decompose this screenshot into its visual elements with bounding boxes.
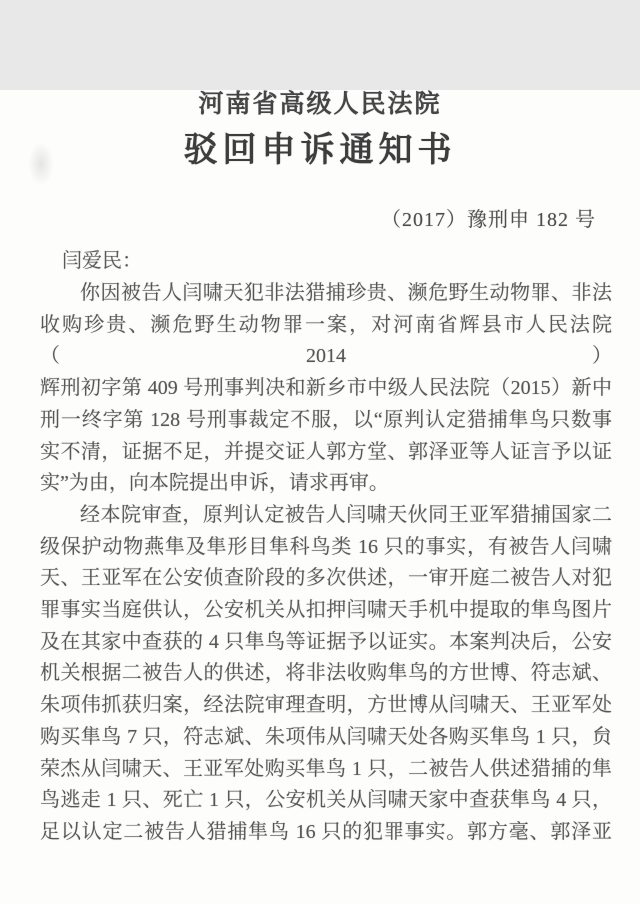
text-line: 鸟逃走 1 只、死亡 1 只，公安机关从闫啸天家中查获隼鸟 4 只， <box>40 789 612 812</box>
document-page <box>0 90 640 904</box>
text-line: 实不清，证据不足，并提交证人郭方堂、郭泽亚等人证言予以证 <box>40 440 612 463</box>
text-line: 你因被告人闫啸天犯非法猎捕珍贵、濒危野生动物罪、非法 <box>80 282 612 304</box>
text-line: 收购珍贵、濒危野生动物罪一案，对河南省辉县市人民法院（2014） <box>40 313 612 368</box>
body-paragraph <box>40 500 612 849</box>
document-title: 驳回申诉通知书 <box>183 132 457 169</box>
text-line: 机关根据二被告人的供述，将非法收购隼鸟的方世博、符志斌、 <box>40 662 612 685</box>
text-line: 罪事实当庭供认，公安机关从扣押闫啸天手机中提取的隼鸟图片 <box>40 599 612 622</box>
text-line: 朱项伟抓获归案，经法院审理查明，方世博从闫啸天、王亚军处 <box>40 694 612 717</box>
text-line: 荣杰从闫啸天、王亚军处购买隼鸟 1 只，二被告人供述猎捕的隼 <box>40 757 612 780</box>
text-line: 及在其家中查获的 4 只隼鸟等证据予以证实。本案判决后，公安 <box>40 630 612 653</box>
text-line: 经本院审查，原判认定被告人闫啸天伙同王亚军猎捕国家二 <box>80 503 612 526</box>
text-line: 辉刑初字第 409 号刑事判决和新乡市中级人民法院（2015）新中 <box>40 377 612 400</box>
addressee-salutation: 闫爱民： <box>62 250 142 272</box>
case-number: （2017）豫刑申 182 号 <box>381 209 596 231</box>
text-line: 足以认定二被告人猎捕隼鸟 16 只的犯罪事实。郭方毫、郭泽亚 <box>40 820 612 843</box>
text-line: 天、王亚军在公安侦查阶段的多次供述，一审开庭二被告人对犯 <box>40 567 612 590</box>
text-line: 实”为由，向本院提出申诉，请求再审。 <box>40 472 389 495</box>
document-body <box>0 278 640 849</box>
body-paragraph <box>40 278 612 500</box>
text-line: 级保护动物燕隼及隼形目隼科鸟类 16 只的事实，有被告人闫啸 <box>40 535 612 558</box>
court-name: 河南省高级人民法院 <box>198 91 442 118</box>
text-line: 购买隼鸟 7 只，符志斌、朱项伟从闫啸天处各购买隼鸟 1 只，贠 <box>40 725 612 748</box>
text-line: 刑一终字第 128 号刑事裁定不服，以“原判认定猎捕隼鸟只数事 <box>40 408 612 431</box>
